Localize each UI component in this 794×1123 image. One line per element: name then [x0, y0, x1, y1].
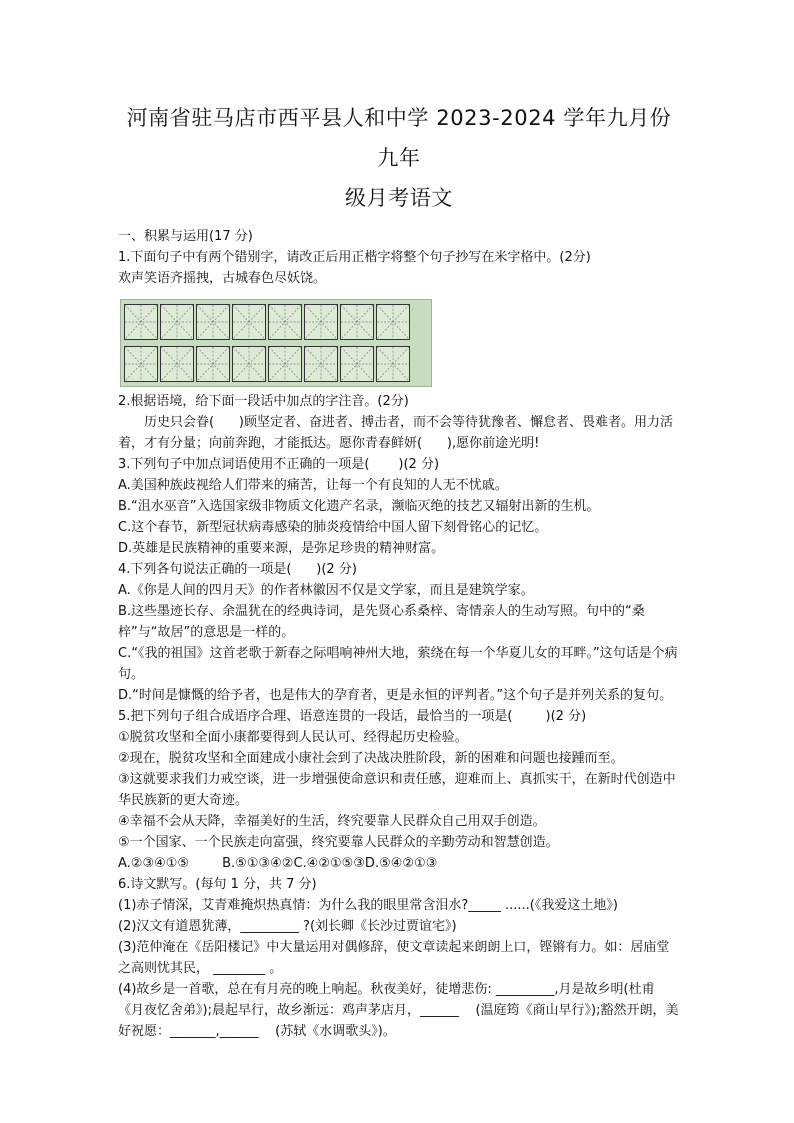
section-heading: 一、积累与运用(17 分) — [118, 229, 253, 244]
question-5-item-1: ①脱贫攻坚和全面小康都要得到人民认可、经得起历史检验。 — [118, 730, 468, 745]
mi-grid-cell[interactable] — [268, 304, 302, 340]
mi-grid-cell[interactable] — [340, 304, 374, 340]
question-2-stem: 2.根据语境，给下面一段话中加点的字注音。(2分) — [118, 394, 409, 409]
exam-title-line1: 河南省驻马店市西平县人和中学 2023-2024 学年九月份九年 — [126, 106, 672, 170]
mi-grid-row — [124, 304, 428, 340]
question-5-item-5: ⑤一个国家、一个民族走向富强，终究要靠人民群众的辛勤劳动和智慧创造。 — [118, 835, 559, 850]
mi-grid-cell[interactable] — [376, 346, 410, 382]
mi-grid-cell[interactable] — [376, 304, 410, 340]
mi-grid-cell[interactable] — [268, 346, 302, 382]
mi-grid-cell[interactable] — [160, 346, 194, 382]
question-6-item-1: (1)赤子情深，艾青难掩炽热真情：为什么我的眼里常含泪水?_____ ......(《我爱这土地》) — [118, 898, 618, 913]
question-5-item-4: ④幸福不会从天降，幸福美好的生活，终究要靠人民群众自己用双手创造。 — [118, 814, 546, 829]
question-5-item-3: ③这就要求我们力戒空谈，进一步增强使命意识和责任感，迎难而上、真抓实干，在新时代创造中华民族新的更大奇迹。 — [118, 772, 676, 808]
question-4-stem: 4.下列各句说法正确的一项是( )(2 分) — [118, 562, 357, 577]
mi-grid-cell[interactable] — [196, 304, 230, 340]
mi-grid-cell[interactable] — [340, 346, 374, 382]
question-4-option-b: B.这些墨迹长存、余温犹在的经典诗词，是先贤心系桑梓、寄情亲人的生动写照。句中的“桑梓”与“故居”的意思是一样的。 — [118, 604, 645, 640]
question-3-option-c: C.这个春节，新型冠状病毒感染的肺炎疫情给中国人留下刻骨铭心的记忆。 — [118, 520, 548, 535]
question-5-item-2: ②现在，脱贫攻坚和全面建成小康社会到了决战决胜阶段，新的困难和问题也接踵而至。 — [118, 751, 624, 766]
mi-grid-cell[interactable] — [304, 346, 338, 382]
question-2-text: 历史只会眷( )顾坚定者、奋进者、搏击者，而不会等待犹豫者、懈怠者、畏难者。用力活着，才有分量；向前奔跑，才能抵达。愿你青春鲜妍( ),愿你前途光明! — [118, 415, 673, 451]
question-3-option-a: A.美国种族歧视给人们带来的痛苦，让每一个有良知的人无不忧戚。 — [118, 478, 508, 493]
mi-grid-cell[interactable] — [232, 304, 266, 340]
question-1-stem: 1.下面句子中有两个错别字，请改正后用正楷字将整个句子抄写在米字格中。(2分) — [118, 250, 591, 265]
question-6-item-4: (4)故乡是一首歌，总在有月亮的晚上响起。秋夜美好，徒增悲伤: _________,月是故乡明(杜甫《月夜忆舍弟》);晨起早行，故乡渐远：鸡声茅店月，______ (温庭筠《商山早行》);豁然开朗，美好祝愿：_______,______ (苏轼《水调歌头》)。 — [118, 982, 679, 1039]
question-3-stem: 3.下列句子中加点词语使用不正确的一项是( )(2 分) — [118, 457, 440, 472]
question-4-option-c: C.“《我的祖国》这首老歌于新春之际唱响神州大地，萦绕在每一个华夏儿女的耳畔。”这句话是个病句。 — [118, 646, 678, 682]
question-4-option-a: A.《你是人间的四月天》的作者林徽因不仅是文学家，而且是建筑学家。 — [118, 583, 534, 598]
question-6-item-2: (2)汉文有道恩犹薄，_________ ?(刘长卿《长沙过贾谊宅》) — [118, 919, 457, 934]
question-1-sentence: 欢声笑语齐摇拽，古城春色尽妖饶。 — [118, 271, 327, 286]
question-5-stem: 5.把下列句子组合成语序合理、语意连贯的一段话，最恰当的一项是( )(2 分) — [118, 709, 587, 724]
question-5-answers: A.②③④①⑤ B.⑤①③④②C.④②①⑤③D.⑤④②①③ — [118, 856, 438, 871]
mi-grid-cell[interactable] — [160, 304, 194, 340]
mi-grid-cell[interactable] — [124, 346, 158, 382]
exam-title-line2: 级月考语文 — [345, 186, 453, 210]
mi-grid-cell[interactable] — [232, 346, 266, 382]
mi-grid-cell[interactable] — [124, 304, 158, 340]
question-4-option-d: D.“时间是慷慨的给予者，也是伟大的孕育者，更是永恒的评判者。”这个句子是并列关系的复句。 — [118, 688, 673, 703]
question-3-option-d: D.英雄是民族精神的重要来源，是弥足珍贵的精神财富。 — [118, 541, 445, 556]
question-3-option-b: B.“沮水巫音”入选国家级非物质文化遗产名录，濒临灭绝的技艺又辐射出新的生机。 — [118, 499, 600, 514]
mi-character-grid — [120, 299, 432, 387]
question-6-item-3: (3)范仲淹在《岳阳楼记》中大量运用对偶修辞，使文章读起来朗朗上口，铿锵有力。如：居庙堂之高则忧其民， ________ 。 — [118, 940, 670, 976]
question-6-stem: 6.诗文默写。(每句 1 分，共 7 分) — [118, 877, 317, 892]
mi-grid-cell[interactable] — [304, 304, 338, 340]
mi-grid-cell[interactable] — [196, 346, 230, 382]
mi-grid-row — [124, 346, 428, 382]
exam-page — [118, 98, 680, 1042]
